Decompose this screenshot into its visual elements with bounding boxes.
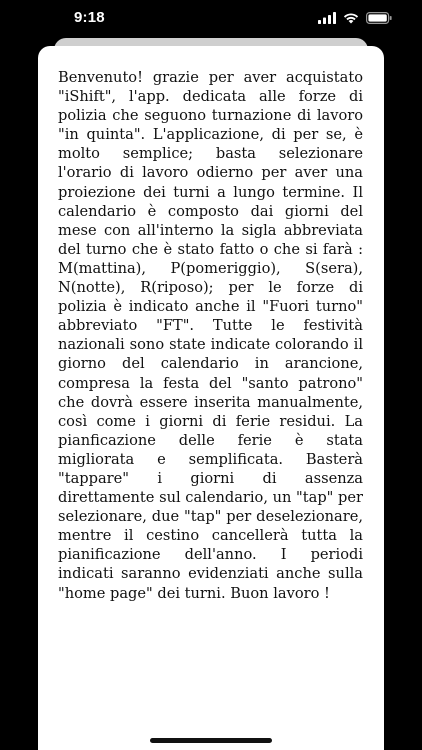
welcome-sheet[interactable] <box>38 46 384 750</box>
welcome-text: Benvenuto! grazie per aver acquistato "iShift", l'app. dedicata alle forze di polizia che seguono turnazione di lavoro "in quinta". L'applicazione, di per se, è molto semplice; basta selezionare l'orario di lavoro odierno per aver una proiezione dei turni a lungo termine. Il calendario è composto dai giorni del mese con all'interno la sigla abbreviata del turno che è stato fatto o che si farà : M(mattina), P(pomeriggio), S(sera), N(notte), R(riposo); per le forze di polizia è indicato anche il "Fuori turno" abbreviato "FT". Tutte le festività nazionali sono state indicate colorando il giorno del calendario in arancione, compresa la festa del "santo patrono" che dovrà essere inserita manualmente, così come i giorni di ferie residui. La pianficazione delle ferie è stata migliorata e semplificata. Basterà "tappare" i giorni di assenza direttamente sul calendario, un "tap" per selezionare, due "tap" per deselezionare, mentre il cestino cancellerà tutta la pianificazione dell'anno. I periodi indicati saranno evidenziati anche sulla "home page" dei turni. Buon lavoro ! <box>58 69 363 602</box>
status-icons <box>318 11 392 25</box>
status-time: 9:18 <box>74 9 105 26</box>
status-bar <box>0 0 422 40</box>
cellular-signal-icon <box>318 9 336 28</box>
battery-icon <box>366 9 392 28</box>
wifi-icon <box>343 9 359 28</box>
home-indicator[interactable] <box>150 738 272 743</box>
